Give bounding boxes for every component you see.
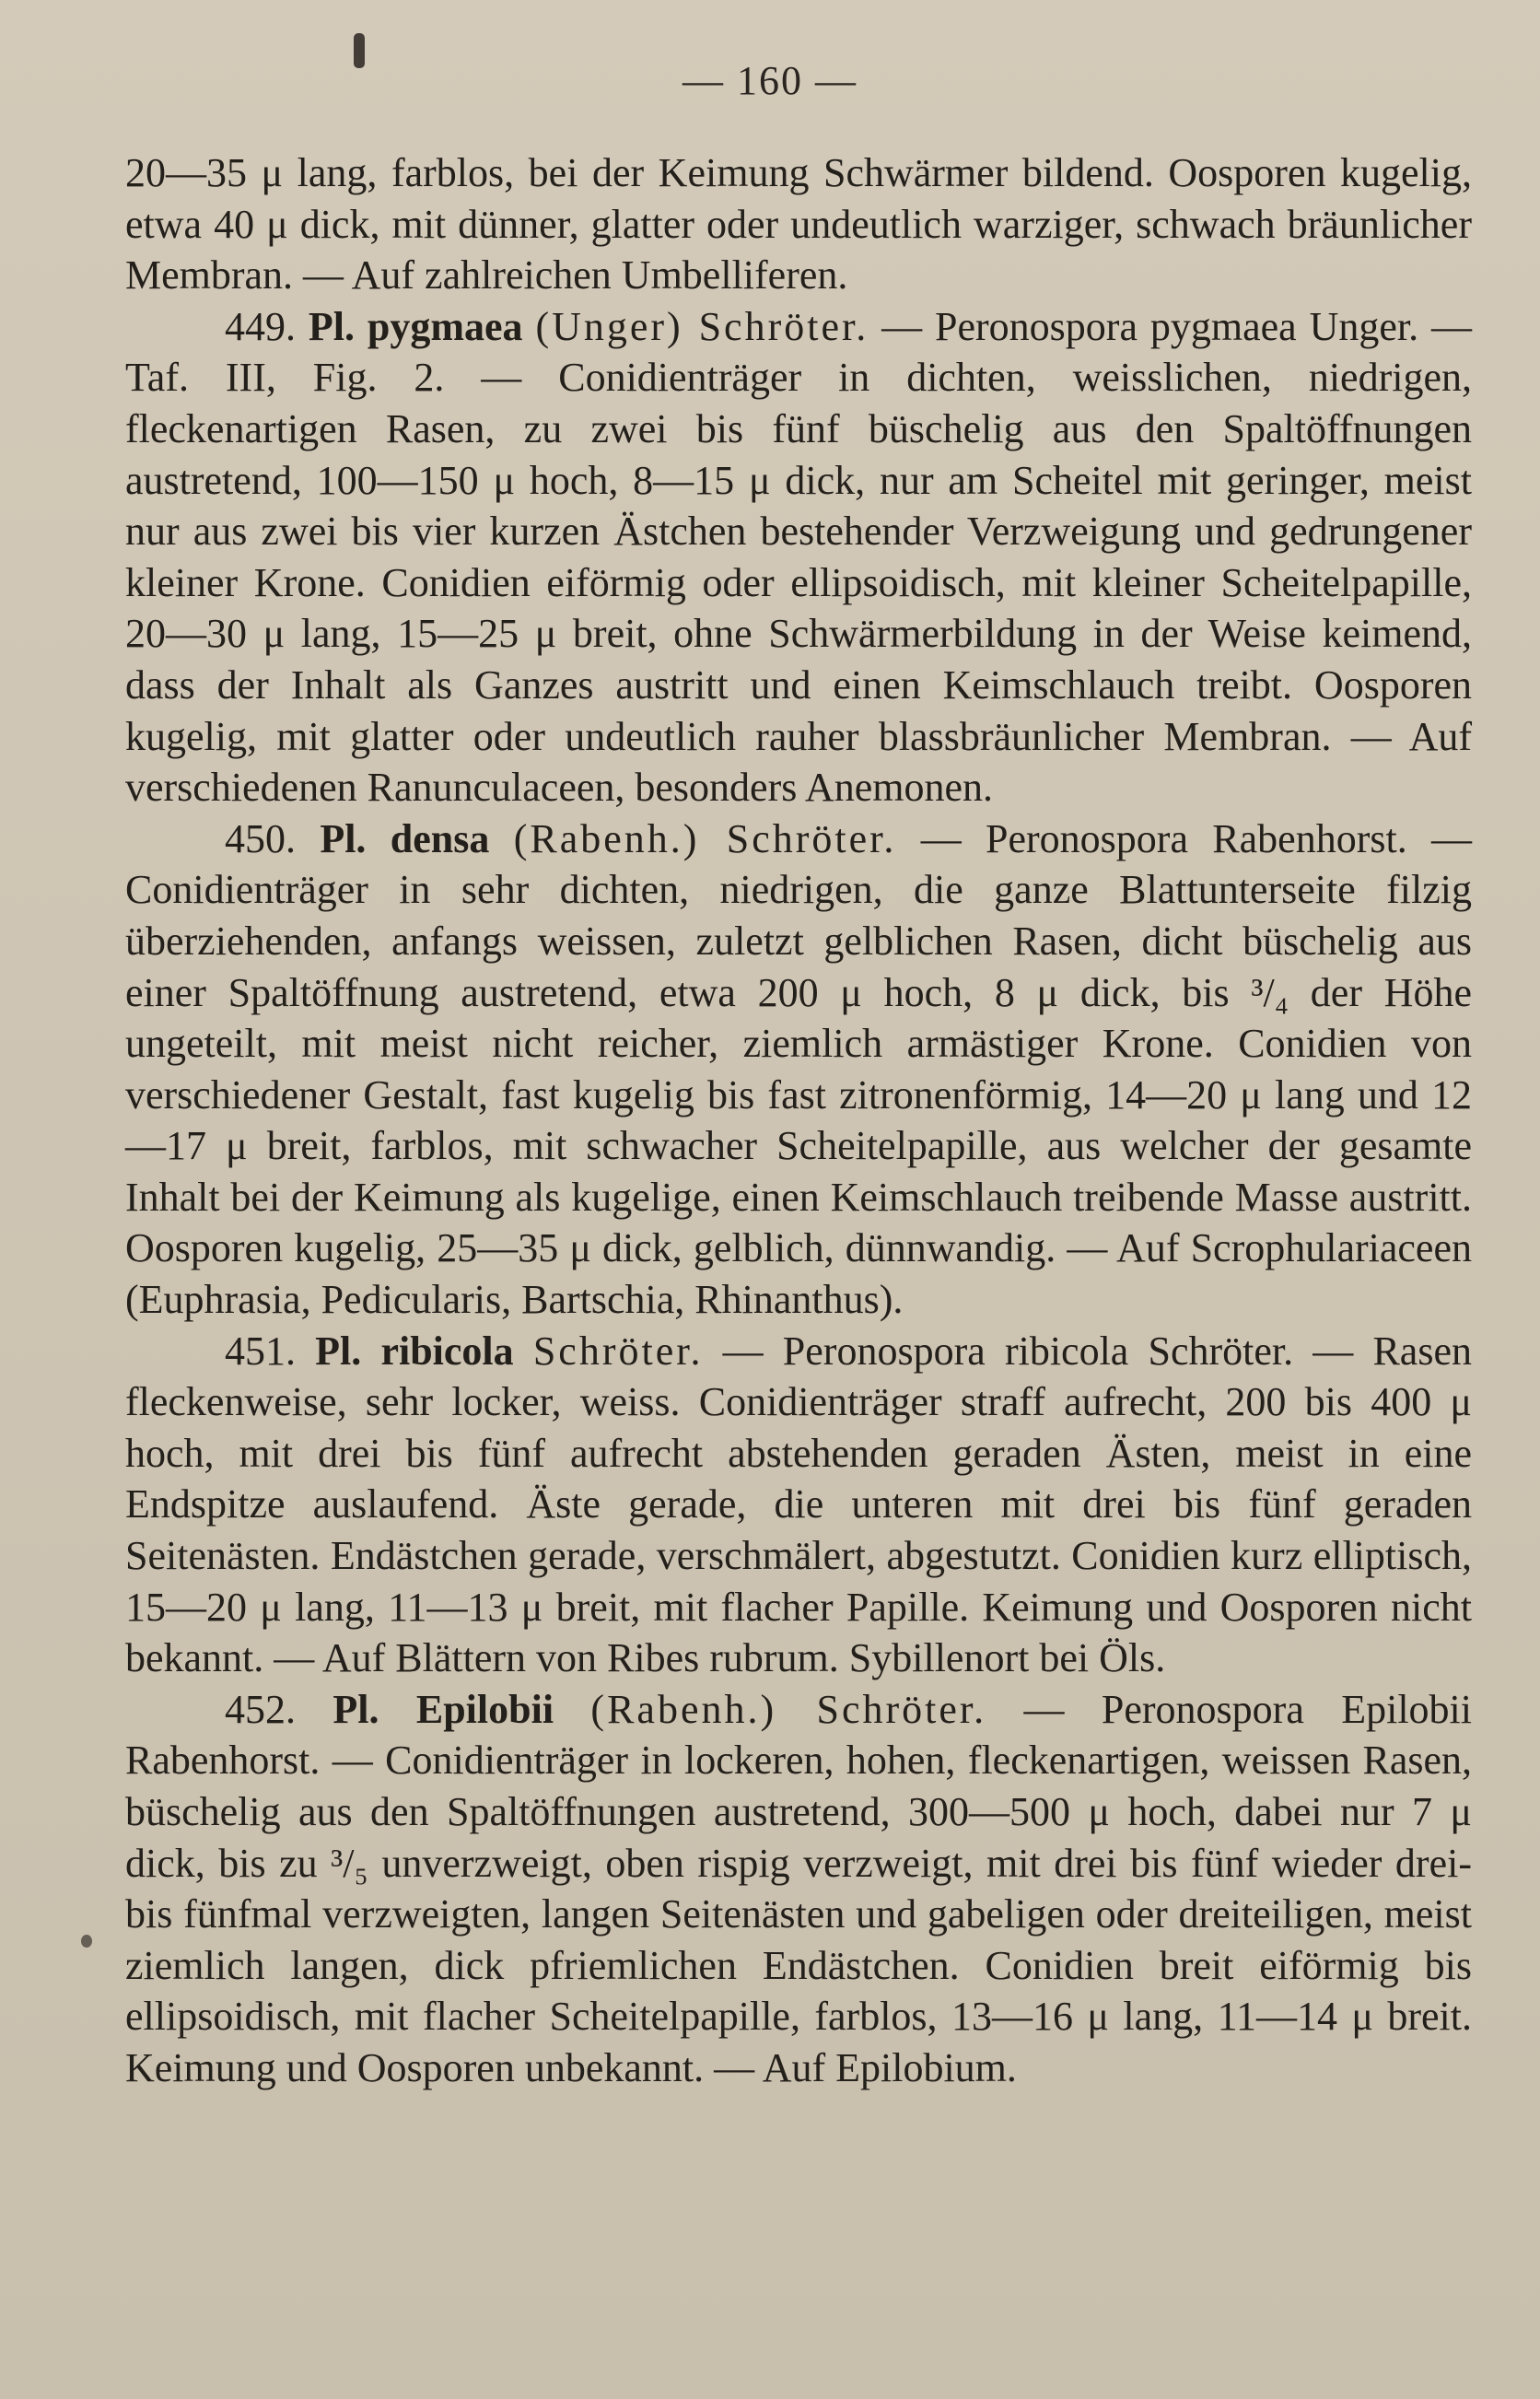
ink-speck: [81, 1935, 92, 1948]
paragraph-body: — Peronospora pygmaea Unger. — Taf. III, Fig. 2. — Conidienträger in dichten, weisslichen, niedrigen, fleckenartigen Rasen, zu zwei bis fünf büschelig aus den Spaltöffnungen austretend, 100—150 μ hoch, 8—15 μ dick, nur am Scheitel mit geringer, meist nur aus zwei bis vier kurzen Ästchen bestehender Verzweigung und gedrungener kleiner Krone. Conidien eiförmig oder ellipsoidisch, mit kleiner Scheitelpapille, 20—30 μ lang, 15—25 μ breit, ohne Schwärmerbildung in der Weise keimend, dass der Inhalt als Ganzes austritt und einen Keimschlauch treibt. Oosporen kugelig, mit glatter oder undeutlich rauher blassbräunlicher Membran. — Auf verschiedenen Ranunculaceen, besonders Anemonen.: [125, 303, 1472, 811]
paragraph-body: — Peronospora ribicola Schröter. — Rasen fleckenweise, sehr locker, weiss. Conidienträger straff aufrecht, 200 bis 400 μ hoch, mit drei bis fünf aufrecht abstehenden geraden Ästen, meist in eine Endspitze auslaufend. Äste gerade, die unteren mit drei bis fünf geraden Seitenästen. Endästchen gerade, verschmälert, abgestutzt. Conidien kurz elliptisch, 15—20 μ lang, 11—13 μ breit, mit flacher Papille. Keimung und Oosporen nicht bekannt. — Auf Blättern von Ribes rubrum. Sybillenort bei Öls.: [125, 1328, 1472, 1681]
species-entry-452: [125, 1684, 1472, 2094]
species-name: pygmaea: [367, 303, 523, 349]
species-name: Epilobii: [415, 1686, 554, 1732]
species-name: ribicola: [380, 1328, 514, 1374]
authority: (Unger) Schröter.: [535, 303, 869, 349]
authority: (Rabenh.) Schröter.: [513, 815, 897, 861]
genus-abbrev: Pl.: [320, 815, 367, 861]
genus-abbrev: Pl.: [315, 1328, 362, 1374]
authority: (Rabenh.) Schröter.: [590, 1686, 987, 1732]
species-entry-449: [125, 301, 1472, 813]
paragraph-continuation: [125, 147, 1472, 301]
paragraph-body: — Peronospora Rabenhorst. — Conidienträger in sehr dichten, niedrigen, die ganze Blattunterseite filzig überziehenden, anfangs weissen, zuletzt gelblichen Rasen, dicht büschelig aus einer Spaltöffnung austretend, etwa 200 μ hoch, 8 μ dick, bis ³/₄ der Höhe ungeteilt, mit meist nicht reicher, ziemlich armästiger Krone. Conidien von verschiedener Gestalt, fast kugelig bis fast zitronenförmig, 14—20 μ lang und 12—17 μ breit, farblos, mit schwacher Scheitelpapille, aus welcher der gesamte Inhalt bei der Keimung als kugelige, einen Keimschlauch treibende Masse austritt. Oosporen kugelig, 25—35 μ dick, gelblich, dünnwandig. — Auf Scrophulariaceen (Euphrasia, Pedicularis, Bartschia, Rhinanthus).: [125, 815, 1473, 1323]
species-name: densa: [390, 815, 490, 861]
species-entry-451: [125, 1326, 1472, 1684]
genus-abbrev: Pl.: [332, 1686, 379, 1732]
text-body: [125, 147, 1472, 2094]
genus-abbrev: Pl.: [308, 303, 355, 349]
paragraph-body: — Peronospora Epilobii Rabenhorst. — Conidienträger in lockeren, hohen, fleckenartigen, weissen Rasen, büschelig aus den Spaltöffnungen austretend, 300—500 μ hoch, dabei nur 7 μ dick, bis zu ³/₅ unverzweigt, oben rispig verzweigt, mit drei bis fünf wieder drei- bis fünfmal verzweigten, langen Seitenästen und gabeligen oder dreiteiligen, meist ziemlich langen, dick pfriemlichen Endästchen. Conidien breit eiförmig bis ellipsoidisch, mit flacher Scheitelpapille, farblos, 13—16 μ lang, 11—14 μ breit. Keimung und Oosporen unbekannt. — Auf Epilobium.: [125, 1686, 1472, 2090]
species-entry-450: [125, 813, 1472, 1326]
entry-number: 452.: [225, 1686, 296, 1732]
paragraph-body: 20—35 μ lang, farblos, bei der Keimung Schwärmer bildend. Oosporen kugelig, etwa 40 μ dick, mit dünner, glatter oder undeutlich warziger, schwach bräunlicher Membran. — Auf zahlreichen Umbelliferen.: [125, 150, 1472, 298]
entry-number: 449.: [225, 303, 296, 349]
page-number: — 160 —: [682, 58, 858, 103]
entry-number: 450.: [225, 815, 296, 861]
entry-number: 451.: [225, 1328, 296, 1374]
authority: Schröter.: [532, 1328, 704, 1374]
